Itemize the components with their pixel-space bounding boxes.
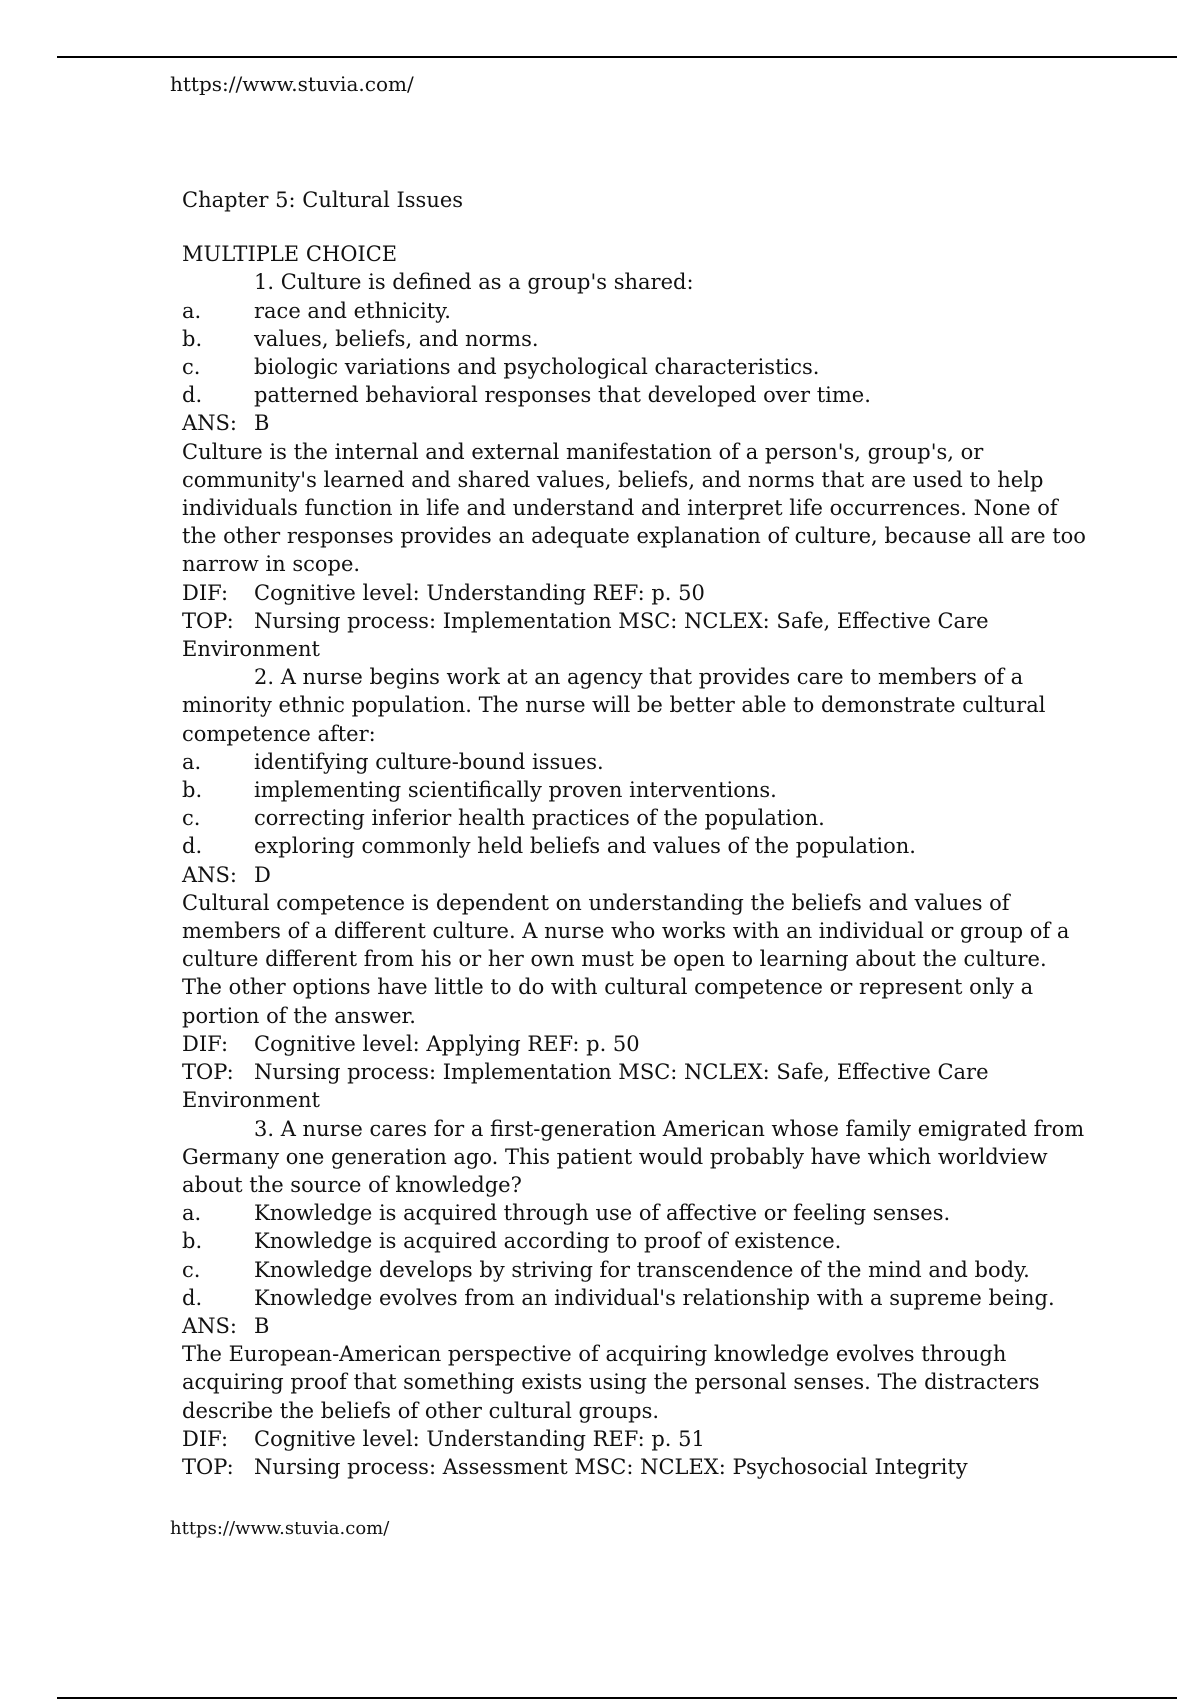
difficulty-line <box>182 1425 1062 1453</box>
option-label: d. <box>182 1285 203 1310</box>
answer-option <box>182 325 1062 353</box>
question-stem-line: minority ethnic population. The nurse will be better able to demonstrate cultural <box>182 693 1046 718</box>
ans-value: D <box>254 862 271 887</box>
option-label: c. <box>182 806 201 831</box>
ans-label: ANS: <box>182 862 238 887</box>
question-stem-line: about the source of knowledge? <box>182 1172 522 1197</box>
option-text: Knowledge is acquired according to proof of existence. <box>254 1229 842 1254</box>
option-label: c. <box>182 355 201 380</box>
option-label: d. <box>182 834 203 859</box>
dif-value: Cognitive level: Applying REF: p. 50 <box>254 1031 640 1056</box>
rationale-line: narrow in scope. <box>182 552 361 577</box>
rationale-line: individuals function in life and understand and interpret life occurrences. None of <box>182 496 1058 521</box>
option-text: race and ethnicity. <box>254 298 451 323</box>
option-label: b. <box>182 778 203 803</box>
rationale-line: Cultural competence is dependent on understanding the beliefs and values of <box>182 890 1010 915</box>
option-label: c. <box>182 1257 201 1282</box>
answer-option <box>182 748 1062 776</box>
question-block <box>182 663 1070 1114</box>
question-stem-line: 1. Culture is defined as a group's shared: <box>254 270 694 295</box>
top-value: Nursing process: Implementation MSC: NCLEX: Safe, Effective Care <box>254 608 989 633</box>
answer-option <box>182 1199 1062 1227</box>
document-body <box>182 186 1086 1481</box>
option-text: Knowledge is acquired through use of affective or feeling senses. <box>254 1201 951 1226</box>
difficulty-line <box>182 579 1062 607</box>
answer-line <box>182 409 1062 437</box>
section-title: MULTIPLE CHOICE <box>182 242 398 267</box>
ans-label: ANS: <box>182 1313 238 1338</box>
topic-line <box>182 607 1062 635</box>
footer-url: https://www.stuvia.com/ <box>170 1518 390 1539</box>
option-label: a. <box>182 298 202 323</box>
header-url: https://www.stuvia.com/ <box>170 72 414 96</box>
answer-option <box>182 297 1062 325</box>
rationale-line: members of a different culture. A nurse who works with an individual or group of a <box>182 919 1070 944</box>
chapter-title: Chapter 5: Cultural Issues <box>182 188 464 212</box>
top-value: Nursing process: Assessment MSC: NCLEX: Psychosocial Integrity <box>254 1454 968 1479</box>
rationale-line: The European-American perspective of acquiring knowledge evolves through <box>182 1342 1007 1367</box>
topic-line <box>182 1453 1062 1481</box>
rationale-line: describe the beliefs of other cultural groups. <box>182 1398 660 1423</box>
answer-option <box>182 353 1062 381</box>
rationale-line: acquiring proof that something exists using the personal senses. The distracters <box>182 1370 1040 1395</box>
option-text: biologic variations and psychological characteristics. <box>254 355 820 380</box>
topic-continuation: Environment <box>182 1088 320 1113</box>
option-text: Knowledge develops by striving for transcendence of the mind and body. <box>254 1257 1030 1282</box>
rationale-line: the other responses provides an adequate explanation of culture, because all are too <box>182 524 1086 549</box>
answer-option <box>182 776 1062 804</box>
option-label: b. <box>182 326 203 351</box>
dif-value: Cognitive level: Understanding REF: p. 50 <box>254 580 705 605</box>
question-list <box>182 268 1086 1481</box>
answer-option <box>182 832 1062 860</box>
option-text: exploring commonly held beliefs and values of the population. <box>254 834 916 859</box>
option-text: correcting inferior health practices of the population. <box>254 806 825 831</box>
option-text: implementing scientifically proven interventions. <box>254 778 777 803</box>
dif-label: DIF: <box>182 1031 229 1056</box>
dif-label: DIF: <box>182 1426 229 1451</box>
answer-option <box>182 1284 1062 1312</box>
top-value: Nursing process: Implementation MSC: NCLEX: Safe, Effective Care <box>254 1060 989 1085</box>
top-label: TOP: <box>182 1454 234 1479</box>
rationale-line: portion of the answer. <box>182 1003 416 1028</box>
ans-value: B <box>254 411 270 436</box>
bottom-rule <box>57 1697 1177 1699</box>
difficulty-line <box>182 1030 1062 1058</box>
top-label: TOP: <box>182 608 234 633</box>
option-text: identifying culture-bound issues. <box>254 749 604 774</box>
topic-line <box>182 1058 1062 1086</box>
rationale-line: Culture is the internal and external manifestation of a person's, group's, or <box>182 439 984 464</box>
option-label: b. <box>182 1229 203 1254</box>
question-stem-line: 3. A nurse cares for a first-generation American whose family emigrated from <box>254 1116 1085 1141</box>
option-text: patterned behavioral responses that developed over time. <box>254 383 871 408</box>
answer-line <box>182 861 1062 889</box>
answer-option <box>182 1256 1062 1284</box>
topic-continuation: Environment <box>182 637 320 662</box>
option-label: a. <box>182 1201 202 1226</box>
answer-option <box>182 381 1062 409</box>
answer-line <box>182 1312 1062 1340</box>
option-text: Knowledge evolves from an individual's relationship with a supreme being. <box>254 1285 1055 1310</box>
question-stem-line: 2. A nurse begins work at an agency that provides care to members of a <box>254 665 1024 690</box>
rationale-line: The other options have little to do with cultural competence or represent only a <box>182 975 1034 1000</box>
answer-option <box>182 1227 1062 1255</box>
option-label: d. <box>182 383 203 408</box>
rationale-line: community's learned and shared values, beliefs, and norms that are used to help <box>182 467 1044 492</box>
option-text: values, beliefs, and norms. <box>254 326 539 351</box>
top-label: TOP: <box>182 1060 234 1085</box>
question-stem-line: competence after: <box>182 721 376 746</box>
option-label: a. <box>182 749 202 774</box>
question-stem-line: Germany one generation ago. This patient would probably have which worldview <box>182 1144 1048 1169</box>
top-rule <box>57 56 1177 58</box>
rationale-line: culture different from his or her own must be open to learning about the culture. <box>182 947 1047 972</box>
ans-value: B <box>254 1313 270 1338</box>
question-block <box>182 268 1086 663</box>
ans-label: ANS: <box>182 411 238 436</box>
answer-option <box>182 804 1062 832</box>
question-block <box>182 1115 1085 1482</box>
dif-label: DIF: <box>182 580 229 605</box>
dif-value: Cognitive level: Understanding REF: p. 51 <box>254 1426 705 1451</box>
